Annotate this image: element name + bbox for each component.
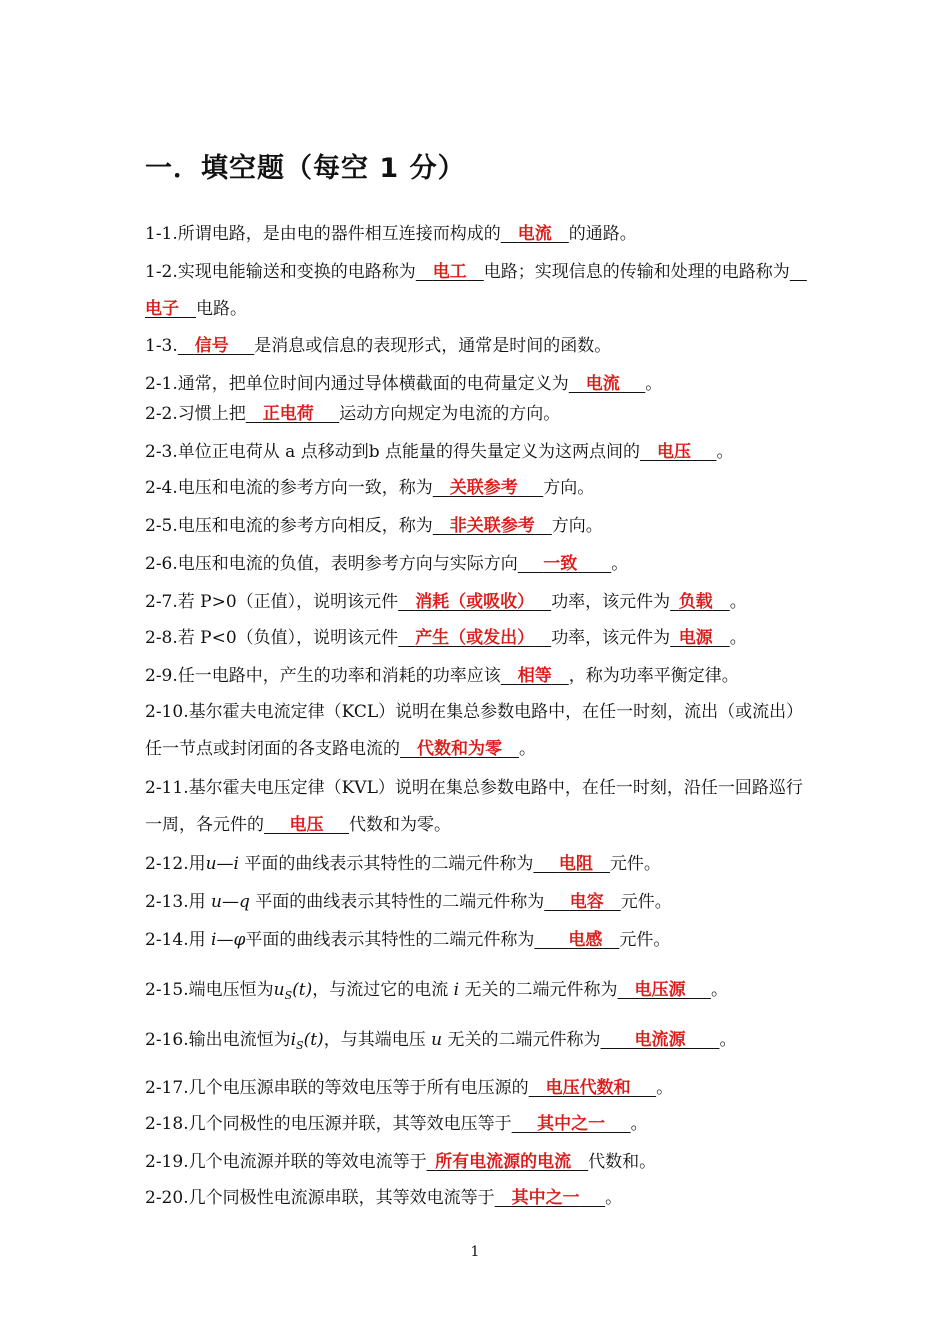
answer-blank: 电流 bbox=[517, 224, 552, 244]
answer-blank: 其中之一 bbox=[537, 1114, 606, 1134]
question-2-19: 2-19.几个电流源并联的等效电流等于 所有电流源的电流 代数和。 bbox=[145, 1152, 657, 1172]
question-2-9: 2-9.任一电路中，产生的功率和消耗的功率应该 相等 ，称为功率平衡定律。 bbox=[145, 666, 739, 686]
question-2-14: 2-14.用 i—φ平面的曲线表示其特性的二端元件称为 电感 元件。 bbox=[145, 930, 671, 950]
answer-blank: 其中之一 bbox=[511, 1188, 580, 1208]
answer-blank: 电流 bbox=[585, 374, 620, 394]
question-2-10: 2-10.基尔霍夫电流定律（KCL）说明在集总参数电路中，在任一时刻，流出（或流出）任一节点或封闭面的各支路电流的 代数和为零 。 bbox=[145, 702, 804, 759]
question-2-11: 2-11.基尔霍夫电压定律（KVL）说明在集总参数电路中，在任一时刻，沿任一回路巡行一周，各元件的 电压 代数和为零。 bbox=[145, 778, 803, 835]
answer-blank: 关联参考 bbox=[449, 478, 518, 498]
question-2-13: 2-13.用 u—q 平面的曲线表示其特性的二端元件称为 电容 元件。 bbox=[145, 892, 672, 912]
answer-blank: 代数和为零 bbox=[417, 739, 502, 759]
answer-blank: 电流源 bbox=[634, 1030, 686, 1050]
question-2-3: 2-3.单位正电荷从 a 点移动到b 点能量的得失量定义为这两点间的 电压 。 bbox=[145, 442, 734, 462]
answer-blank: 电子 bbox=[145, 299, 179, 319]
question-2-2: 2-2.习惯上把 正电荷 运动方向规定为电流的方向。 bbox=[145, 404, 561, 424]
question-1-2: 1-2.实现电能输送和变换的电路称为 电工 电路；实现信息的传输和处理的电路称为 电子 电路。 bbox=[145, 254, 815, 328]
answer-blank: 相等 bbox=[517, 666, 552, 686]
question-2-16: 2-16.输出电流恒为$i_S(t)$，与其端电压 u 无关的二端元件称为 电流源 。 bbox=[145, 1030, 737, 1052]
answer-blank: 一致 bbox=[543, 554, 578, 574]
answer-blank: 所有电流源的电流 bbox=[435, 1152, 572, 1172]
answer-blank: 电压 bbox=[657, 442, 692, 462]
question-2-18: 2-18.几个同极性的电压源并联，其等效电压等于 其中之一 。 bbox=[145, 1114, 648, 1134]
answer-blank: 消耗（或吸收） bbox=[415, 592, 535, 612]
answer-blank: 电感 bbox=[568, 930, 603, 950]
answer-blank: 电工 bbox=[432, 262, 467, 282]
question-2-1: 2-1.通常，把单位时间内通过导体横截面的电荷量定义为 电流 。 bbox=[145, 374, 663, 394]
answer-blank: 电压代数和 bbox=[545, 1078, 631, 1098]
question-2-5: 2-5.电压和电流的参考方向相反，称为 非关联参考 方向。 bbox=[145, 516, 603, 536]
answer-blank: 电容 bbox=[569, 892, 604, 912]
question-2-20: 2-20.几个同极性电流源串联，其等效电流等于 其中之一 。 bbox=[145, 1188, 623, 1208]
answer-blank: 负载 bbox=[678, 592, 713, 612]
answer-blank: 信号 bbox=[194, 336, 229, 356]
answer-blank: 非关联参考 bbox=[449, 516, 535, 536]
answer-blank: 产生（或发出） bbox=[415, 628, 535, 648]
question-2-7: 2-7.若 P>0（正值），说明该元件 消耗（或吸收） 功率，该元件为 负载 。 bbox=[145, 592, 747, 612]
question-2-6: 2-6.电压和电流的负值，表明参考方向与实际方向 一致 。 bbox=[145, 554, 629, 574]
answer-blank: 正电荷 bbox=[262, 404, 314, 424]
question-2-15: 2-15.端电压恒为$u_S(t)$，与流过它的电流 i 无关的二端元件称为 电压源 。 bbox=[145, 980, 728, 1002]
question-2-8: 2-8.若 P<0（负值），说明该元件 产生（或发出） 功率，该元件为 电源 。 bbox=[145, 628, 747, 648]
page-number: 1 bbox=[470, 1244, 480, 1260]
question-2-17: 2-17.几个电压源串联的等效电压等于所有电压源的 电压代数和 。 bbox=[145, 1078, 674, 1098]
question-2-12: 2-12.用u—i 平面的曲线表示其特性的二端元件称为 电阻 元件。 bbox=[145, 854, 661, 874]
answer-blank: 电压源 bbox=[634, 980, 686, 1000]
question-1-3: 1-3. 信号 是消息或信息的表现形式，通常是时间的函数。 bbox=[145, 336, 612, 356]
question-1-1: 1-1.所谓电路，是由电的器件相互连接而构成的 电流 的通路。 bbox=[145, 224, 637, 244]
answer-blank: 电压 bbox=[289, 815, 324, 835]
answer-blank: 电阻 bbox=[558, 854, 593, 874]
section-heading: 一．填空题（每空 1 分） bbox=[145, 153, 466, 184]
answer-blank: 电源 bbox=[678, 628, 713, 648]
question-2-4: 2-4.电压和电流的参考方向一致，称为 关联参考 方向。 bbox=[145, 478, 595, 498]
